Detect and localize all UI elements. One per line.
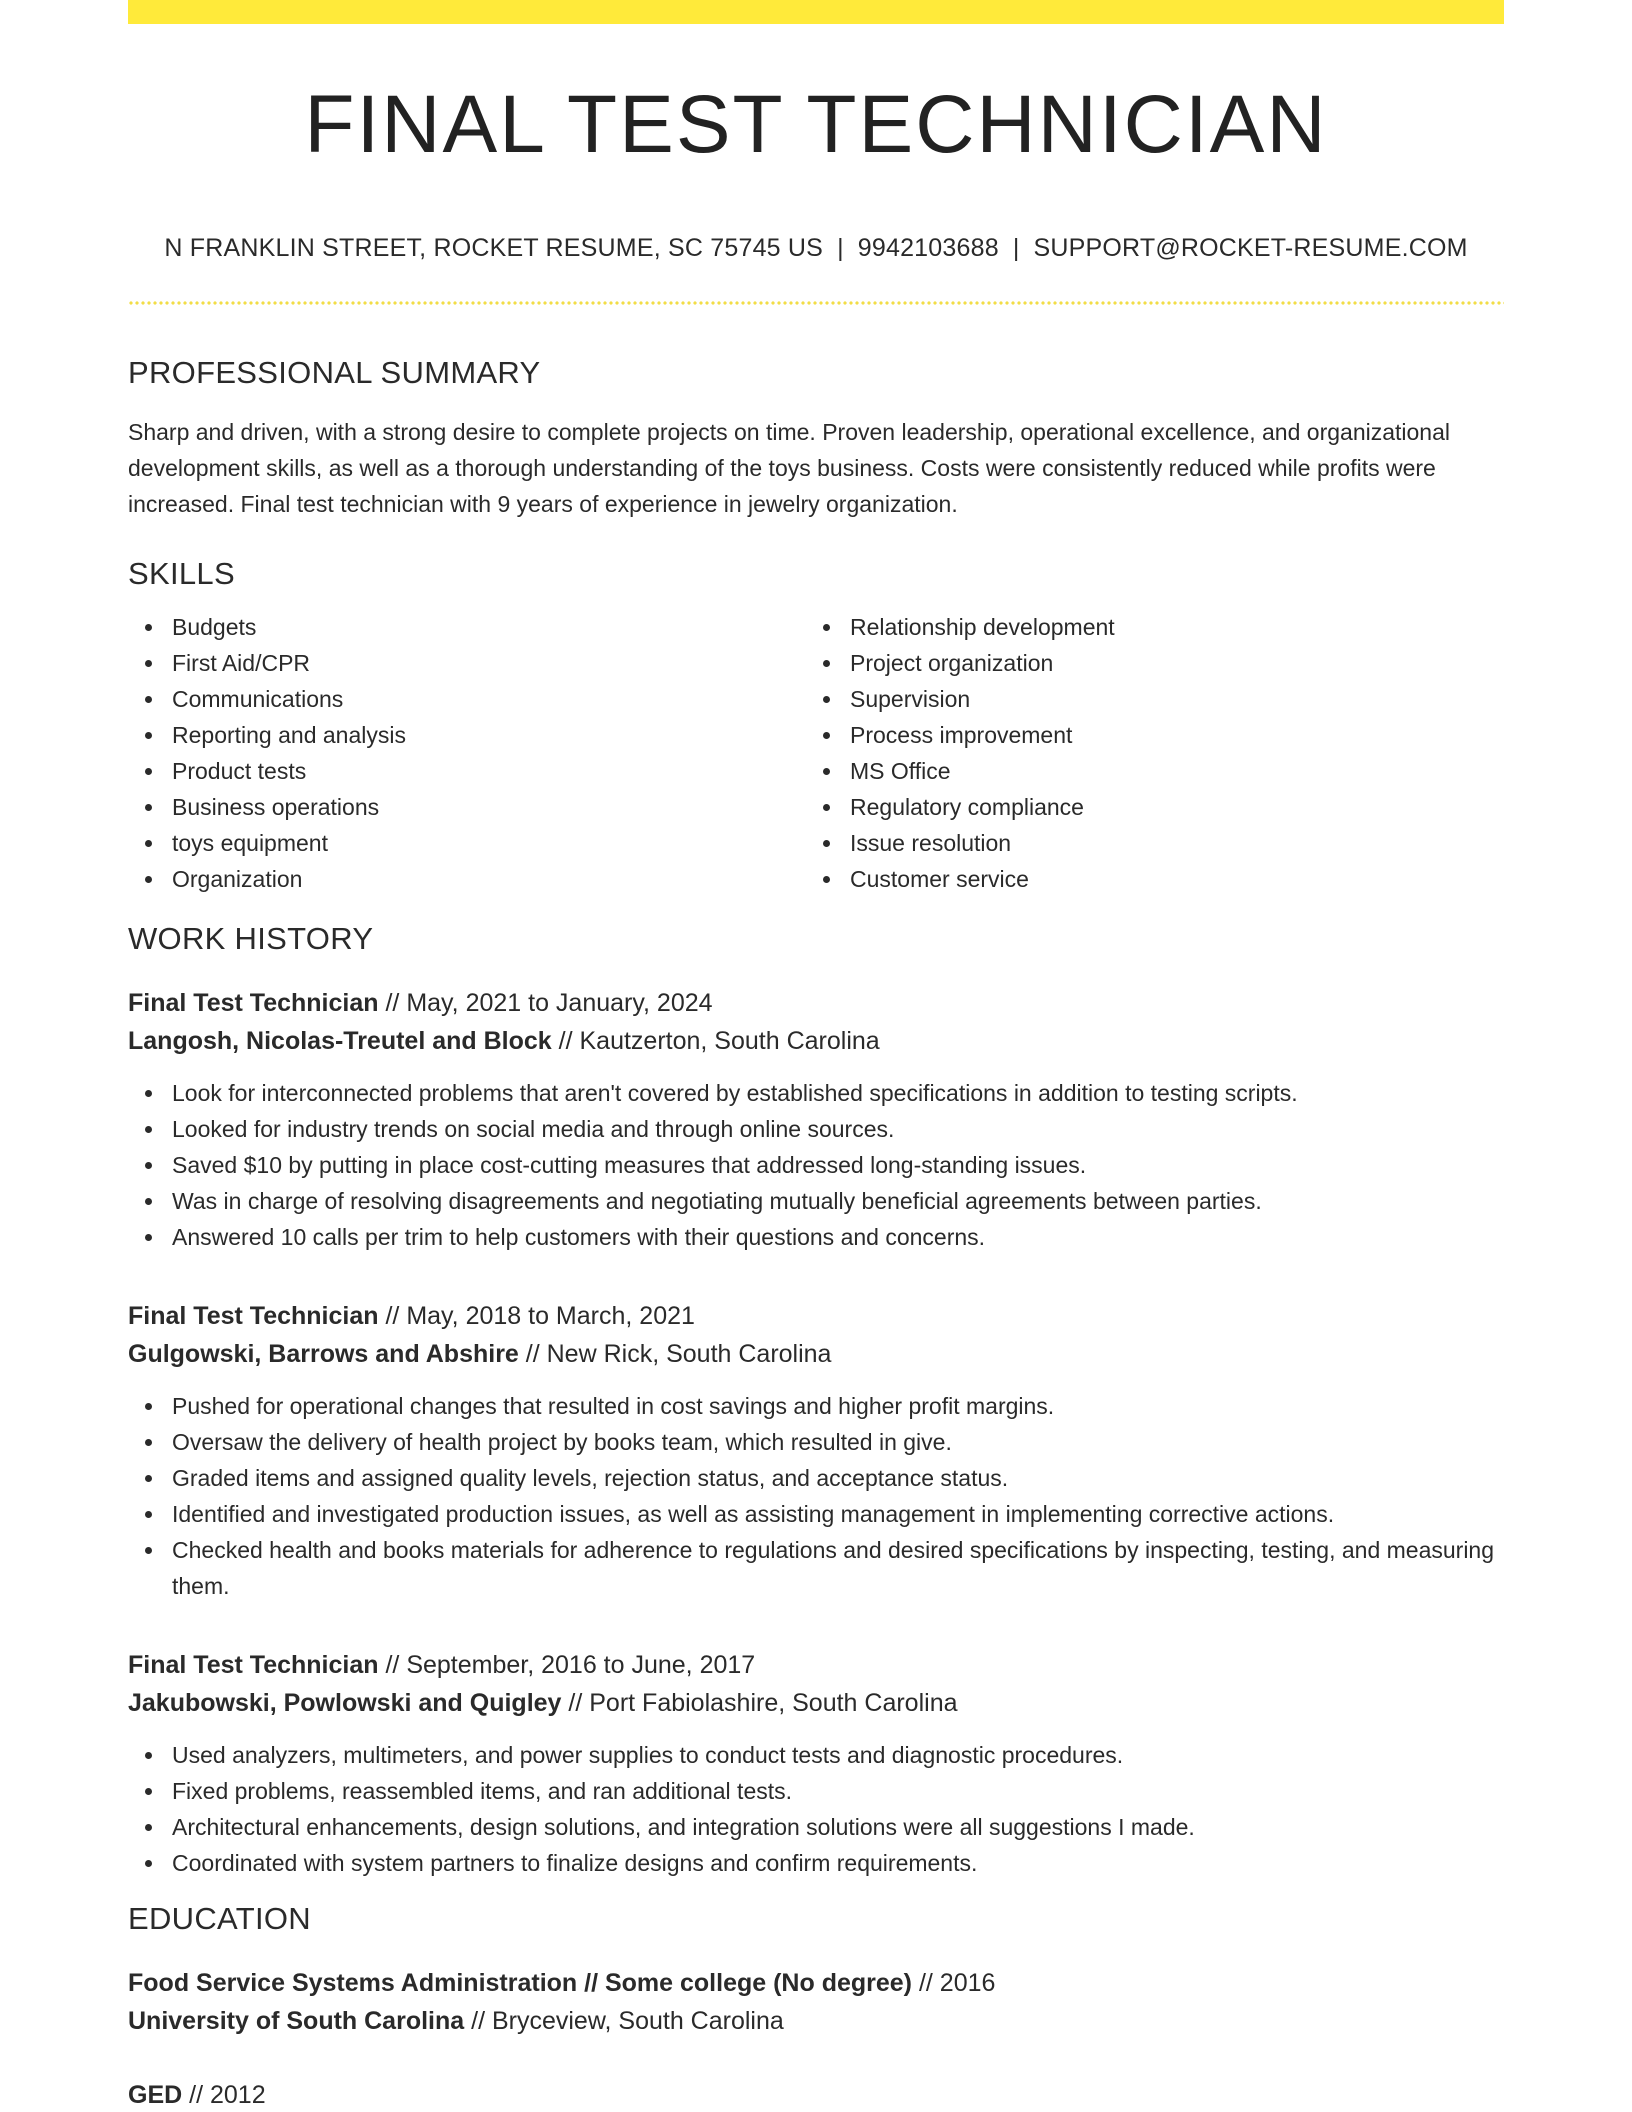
top-accent-bar bbox=[128, 0, 1504, 24]
job-bullets bbox=[128, 1737, 1504, 1881]
contact-line bbox=[128, 236, 1504, 261]
contact-email: SUPPORT@ROCKET-RESUME.COM bbox=[1033, 234, 1468, 262]
job-bullet: Saved $10 by putting in place cost-cutting measures that addressed long-standing issues. bbox=[128, 1147, 1504, 1183]
job-entry bbox=[128, 1646, 1504, 1881]
skill-item: toys equipment bbox=[128, 825, 806, 861]
education-entry bbox=[128, 2076, 1504, 2112]
job-bullet: Oversaw the delivery of health project by books team, which resulted in give. bbox=[128, 1424, 1504, 1460]
resume-page bbox=[128, 0, 1504, 2112]
job-bullet: Fixed problems, reassembled items, and ran additional tests. bbox=[128, 1773, 1504, 1809]
job-bullet: Looked for industry trends on social media and through online sources. bbox=[128, 1111, 1504, 1147]
job-company: Langosh, Nicolas-Treutel and Block bbox=[128, 1027, 552, 1055]
work-history-heading: WORK HISTORY bbox=[128, 921, 374, 956]
contact-separator: | bbox=[1012, 234, 1020, 262]
skill-item: Project organization bbox=[806, 645, 1484, 681]
skills-column-right bbox=[806, 609, 1484, 897]
education-separator: // bbox=[182, 2081, 210, 2109]
contact-phone: 9942103688 bbox=[857, 234, 999, 262]
skills-column-left bbox=[128, 609, 806, 897]
dotted-divider bbox=[128, 301, 1504, 305]
job-dates: September, 2016 to June, 2017 bbox=[406, 1651, 756, 1679]
education-school-line bbox=[128, 2002, 1504, 2040]
job-bullet: Answered 10 calls per trim to help customers with their questions and concerns. bbox=[128, 1219, 1504, 1255]
job-bullet: Graded items and assigned quality levels, rejection status, and acceptance status. bbox=[128, 1460, 1504, 1496]
job-company-line bbox=[128, 1335, 1504, 1373]
job-company: Gulgowski, Barrows and Abshire bbox=[128, 1340, 519, 1368]
skills-heading: SKILLS bbox=[128, 556, 235, 591]
skill-item: Reporting and analysis bbox=[128, 717, 806, 753]
skill-item: Product tests bbox=[128, 753, 806, 789]
job-bullets bbox=[128, 1075, 1504, 1255]
job-location: New Rick, South Carolina bbox=[546, 1340, 832, 1368]
job-title-line bbox=[128, 1646, 1504, 1684]
skill-item: Business operations bbox=[128, 789, 806, 825]
job-separator: // bbox=[378, 1302, 407, 1330]
summary-text: Sharp and driven, with a strong desire to complete projects on time. Proven leadership, operational excellence, and organizational development skills, as well as a thorough understanding of the toys business. Costs were consistently reduced while profits were increased. Final test technician with 9 years of experience in jewelry organization. bbox=[128, 419, 1450, 517]
contact-separator: | bbox=[837, 234, 844, 262]
education-year: 2012 bbox=[209, 2081, 266, 2109]
skills-grid bbox=[128, 609, 1504, 897]
job-bullet: Checked health and books materials for adherence to regulations and desired specifications by inspecting, testing, and measuring them. bbox=[128, 1532, 1504, 1604]
job-bullet: Used analyzers, multimeters, and power supplies to conduct tests and diagnostic procedures. bbox=[128, 1737, 1504, 1773]
education-location: Bryceview, South Carolina bbox=[491, 2007, 784, 2035]
job-bullet: Look for interconnected problems that aren't covered by established specifications in addition to testing scripts. bbox=[128, 1075, 1504, 1111]
job-role: Final Test Technician bbox=[128, 989, 379, 1017]
job-title-line bbox=[128, 984, 1504, 1022]
skill-item: Customer service bbox=[806, 861, 1484, 897]
job-role: Final Test Technician bbox=[128, 1651, 379, 1679]
job-company: Jakubowski, Powlowski and Quigley bbox=[128, 1689, 562, 1717]
job-entry bbox=[128, 984, 1504, 1255]
skill-item: First Aid/CPR bbox=[128, 645, 806, 681]
education-entry bbox=[128, 1964, 1504, 2040]
job-location: Port Fabiolashire, South Carolina bbox=[589, 1689, 958, 1717]
education-heading: EDUCATION bbox=[128, 1901, 311, 1936]
education-degree: GED bbox=[128, 2081, 183, 2109]
education-year: 2016 bbox=[939, 1969, 996, 1997]
education-school: University of South Carolina bbox=[128, 2007, 465, 2035]
education-separator: // bbox=[464, 2007, 492, 2035]
job-separator: // bbox=[551, 1027, 580, 1055]
education-degree-line bbox=[128, 2076, 1504, 2112]
job-separator: // bbox=[378, 1651, 407, 1679]
job-bullet: Was in charge of resolving disagreements and negotiating mutually beneficial agreements between parties. bbox=[128, 1183, 1504, 1219]
skill-item: Regulatory compliance bbox=[806, 789, 1484, 825]
job-location: Kautzerton, South Carolina bbox=[579, 1027, 880, 1055]
skill-item: Issue resolution bbox=[806, 825, 1484, 861]
job-separator: // bbox=[561, 1689, 590, 1717]
education-degree-line bbox=[128, 1964, 1504, 2002]
summary-heading: PROFESSIONAL SUMMARY bbox=[128, 355, 541, 390]
job-separator: // bbox=[378, 989, 407, 1017]
job-bullet: Pushed for operational changes that resulted in cost savings and higher profit margins. bbox=[128, 1388, 1504, 1424]
skill-item: Supervision bbox=[806, 681, 1484, 717]
job-company-line bbox=[128, 1684, 1504, 1722]
job-dates: May, 2018 to March, 2021 bbox=[406, 1302, 695, 1330]
job-separator: // bbox=[518, 1340, 547, 1368]
skill-item: Communications bbox=[128, 681, 806, 717]
job-entry bbox=[128, 1297, 1504, 1604]
skill-item: MS Office bbox=[806, 753, 1484, 789]
job-dates: May, 2021 to January, 2024 bbox=[406, 989, 713, 1017]
education-degree: Food Service Systems Administration // Some college (No degree) bbox=[128, 1969, 912, 1997]
job-bullet: Identified and investigated production issues, as well as assisting management in implementing corrective actions. bbox=[128, 1496, 1504, 1532]
skill-item: Budgets bbox=[128, 609, 806, 645]
job-bullet: Coordinated with system partners to finalize designs and confirm requirements. bbox=[128, 1845, 1504, 1881]
resume-name: FINAL TEST TECHNICIAN bbox=[304, 79, 1328, 170]
job-bullet: Architectural enhancements, design solutions, and integration solutions were all suggestions I made. bbox=[128, 1809, 1504, 1845]
education-separator: // bbox=[912, 1969, 940, 1997]
skill-item: Relationship development bbox=[806, 609, 1484, 645]
job-bullets bbox=[128, 1388, 1504, 1604]
job-company-line bbox=[128, 1022, 1504, 1060]
skill-item: Process improvement bbox=[806, 717, 1484, 753]
skill-item: Organization bbox=[128, 861, 806, 897]
job-role: Final Test Technician bbox=[128, 1302, 379, 1330]
contact-address: N FRANKLIN STREET, ROCKET RESUME, SC 75745 US bbox=[164, 234, 824, 262]
job-title-line bbox=[128, 1297, 1504, 1335]
